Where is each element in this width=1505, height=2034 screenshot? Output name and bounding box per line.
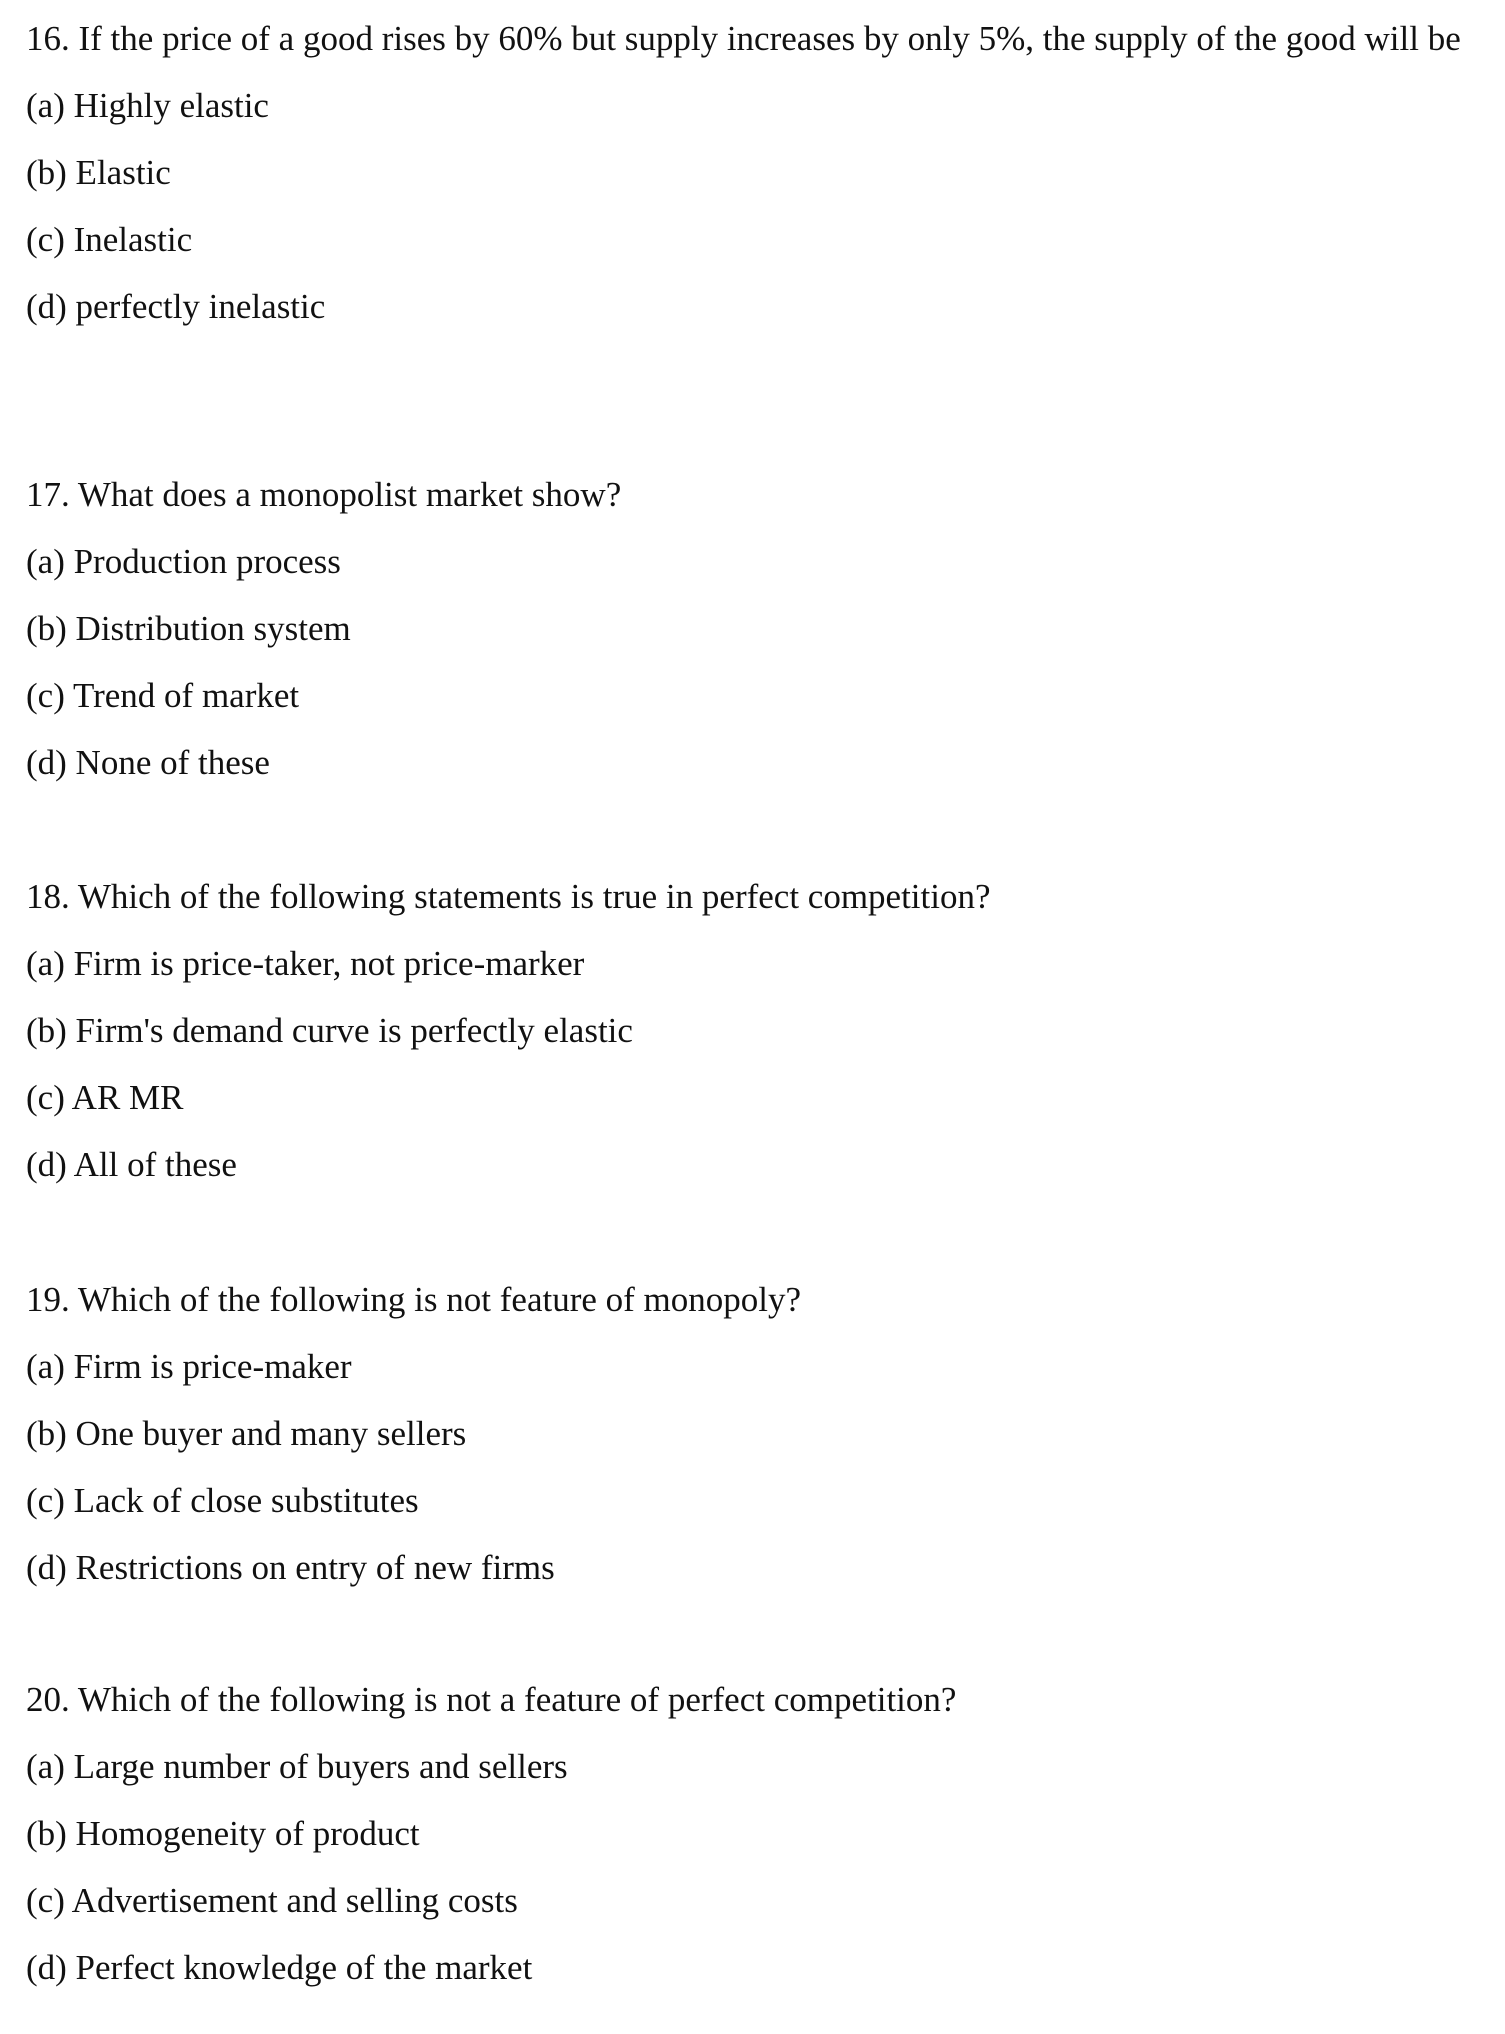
- answer-option: (b) Distribution system: [26, 609, 351, 648]
- answer-option: (d) Perfect knowledge of the market: [26, 1948, 533, 1987]
- option-list: [26, 72, 1476, 340]
- answer-option: (d) Restrictions on entry of new firms: [26, 1548, 555, 1587]
- question-text: 20. Which of the following is not a feature of perfect competition?: [26, 1680, 957, 1719]
- answer-option: (a) Large number of buyers and sellers: [26, 1747, 568, 1786]
- answer-option: (c) Lack of close substitutes: [26, 1481, 419, 1520]
- answer-option: (d) perfectly inelastic: [26, 287, 326, 326]
- answer-option: (c) AR MR: [26, 1078, 184, 1117]
- answer-option: (a) Highly elastic: [26, 86, 269, 125]
- question-text: 17. What does a monopolist market show?: [26, 475, 622, 514]
- question-block: [26, 875, 1476, 1198]
- answer-option: (b) Firm's demand curve is perfectly elastic: [26, 1011, 633, 1050]
- option-list: [26, 930, 1476, 1198]
- answer-option: (d) None of these: [26, 743, 270, 782]
- answer-option: (c) Inelastic: [26, 220, 193, 259]
- answer-option: (b) One buyer and many sellers: [26, 1414, 467, 1453]
- answer-option: (c) Advertisement and selling costs: [26, 1881, 518, 1920]
- question-block: [26, 1678, 1476, 2001]
- answer-option: (b) Elastic: [26, 153, 171, 192]
- answer-option: (a) Production process: [26, 542, 341, 581]
- answer-option: (b) Homogeneity of product: [26, 1814, 420, 1853]
- question-text: 18. Which of the following statements is true in perfect competition?: [26, 877, 991, 916]
- question-block: [26, 473, 1476, 796]
- option-list: [26, 1733, 1476, 2001]
- question-block: [26, 1278, 1476, 1601]
- answer-option: (d) All of these: [26, 1145, 237, 1184]
- answer-option: (c) Trend of market: [26, 676, 300, 715]
- answer-option: (a) Firm is price-maker: [26, 1347, 352, 1386]
- answer-option: (a) Firm is price-taker, not price-marker: [26, 944, 585, 983]
- question-text: 16. If the price of a good rises by 60% but supply increases by only 5%, the supply of the good will be: [26, 19, 1461, 58]
- option-list: [26, 528, 1476, 796]
- question-text: 19. Which of the following is not feature of monopoly?: [26, 1280, 802, 1319]
- option-list: [26, 1333, 1476, 1601]
- question-block: [26, 17, 1476, 340]
